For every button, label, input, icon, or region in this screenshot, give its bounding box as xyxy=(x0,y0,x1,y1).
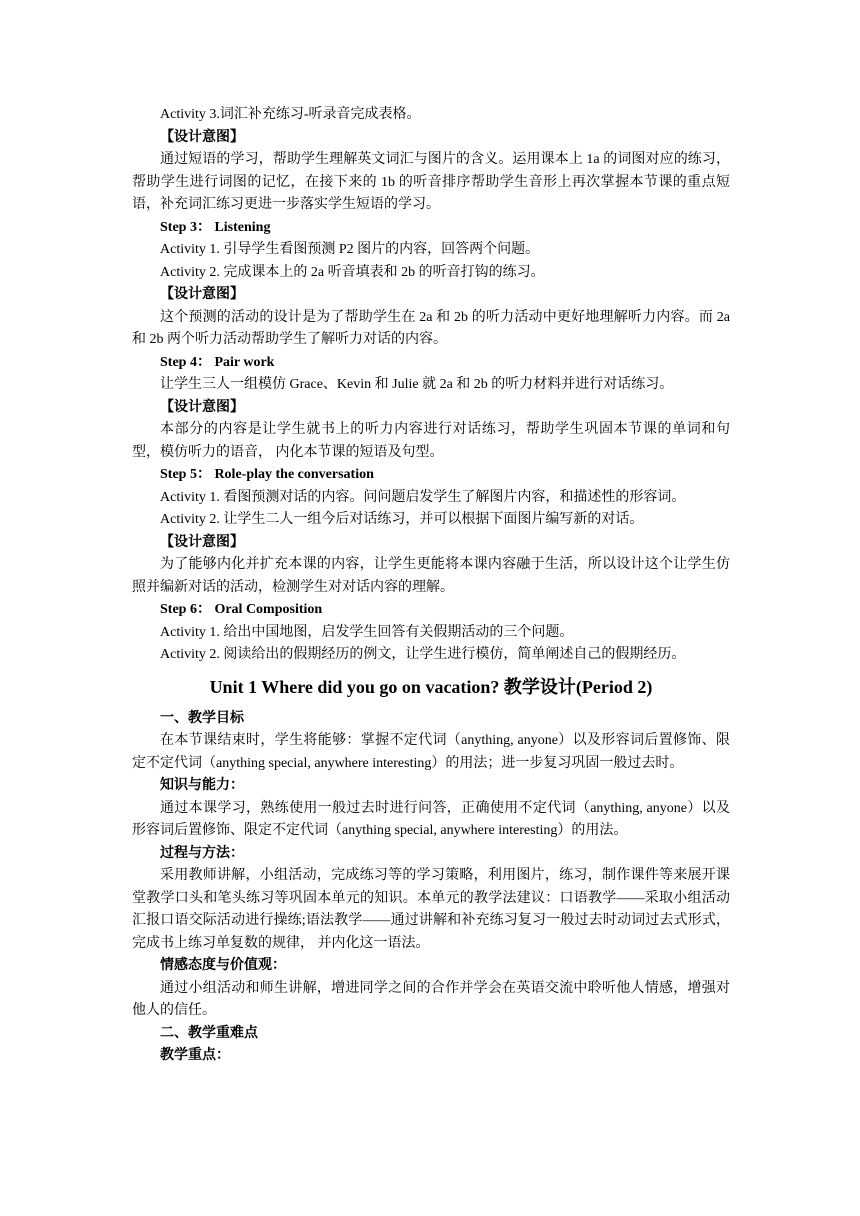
step-6-activity-1: Activity 1. 给出中国地图，启发学生回答有关假期活动的三个问题。 xyxy=(160,624,574,640)
knowledge-paragraph: 通过本课学习，熟练使用一般过去时进行问答，正确使用不定代词（anything, anyone）以及形容词后置修饰、限定不定代词（anything special, anywhere interesting）的用法。 xyxy=(132,800,730,838)
goals-paragraph: 在本节课结束时，学生将能够：掌握不定代词（anything, anyone）以及形容词后置修饰、限定不定代词（anything special, anywhere interesting）的用法；进一步复习巩固一般过去时。 xyxy=(132,733,730,771)
key-points-heading: 二、教学重难点 xyxy=(160,1025,258,1041)
step-3-heading: Step 3： Listening xyxy=(160,219,271,235)
design-intent-heading: 【设计意图】 xyxy=(160,287,244,302)
emotion-heading: 情感态度与价值观： xyxy=(160,958,286,973)
step-4-heading: Step 4： Pair work xyxy=(160,354,275,370)
unit-title: Unit 1 Where did you go on vacation? 教学设计(Period 2) xyxy=(209,676,653,697)
step-3-activity-2: Activity 2. 完成课本上的 2a 听音填表和 2b 的听音打钩的练习。 xyxy=(160,264,545,280)
process-paragraph: 采用教师讲解，小组活动，完成练习等的学习策略，利用图片，练习，制作课件等来展开课堂教学口头和笔头练习等巩固本单元的知识。本单元的教学法建议：口语教学——采取小组活动汇报口语交际活动进行操练;语法教学——通过讲解和补充练习复习一般过去时动词过去式形式，完成书上练习单复数的规律， 并内化这一语法。 xyxy=(132,868,730,951)
design-intent-paragraph: 为了能够内化并扩充本课的内容，让学生更能将本课内容融于生活，所以设计这个让学生仿照并编新对话的活动，检测学生对对话内容的理解。 xyxy=(132,557,730,595)
step-6-heading: Step 6： Oral Composition xyxy=(160,602,323,617)
step-5-heading: Step 5： Role-play the conversation xyxy=(160,467,374,482)
design-intent-heading: 【设计意图】 xyxy=(160,129,244,145)
process-heading: 过程与方法： xyxy=(160,845,244,861)
knowledge-heading: 知识与能力： xyxy=(160,778,244,793)
step-3-activity-1: Activity 1. 引导学生看图预测 P2 图片的内容，回答两个问题。 xyxy=(160,242,540,257)
goals-heading: 一、教学目标 xyxy=(160,710,244,726)
design-intent-paragraph: 本部分的内容是让学生就书上的听力内容进行对话练习，帮助学生巩固本节课的单词和句型，模仿听力的语音， 内化本节课的短语及句型。 xyxy=(132,422,730,460)
design-intent-heading: 【设计意图】 xyxy=(160,534,244,550)
design-intent-heading: 【设计意图】 xyxy=(160,399,244,415)
step-5-activity-1: Activity 1. 看图预测对话的内容。问问题启发学生了解图片内容，和描述性的形容词。 xyxy=(160,489,686,505)
design-intent-paragraph: 通过短语的学习，帮助学生理解英文词汇与图片的含义。运用课本上 1a 的词图对应的练习，帮助学生进行词图的记忆，在接下来的 1b 的听音排序帮助学生音形上再次掌握本节课的重点短语，补充词汇练习更进一步落实学生短语的学习。 xyxy=(132,152,730,212)
document-body xyxy=(132,104,730,1068)
design-intent-paragraph: 这个预测的活动的设计是为了帮助学生在 2a 和 2b 的听力活动中更好地理解听力内容。而 2a 和 2b 两个听力活动帮助学生了解听力对话的内容。 xyxy=(132,309,730,347)
teaching-focus-heading: 教学重点： xyxy=(160,1048,230,1063)
emotion-paragraph: 通过小组活动和师生讲解，增进同学之间的合作并学会在英语交流中聆听他人情感，增强对他人的信任。 xyxy=(132,980,730,1018)
step-6-activity-2: Activity 2. 阅读给出的假期经历的例文，让学生进行模仿，简单阐述自己的假期经历。 xyxy=(160,647,686,662)
activity-3-text: Activity 3.词汇补充练习-听录音完成表格。 xyxy=(160,107,421,122)
step-5-activity-2: Activity 2. 让学生二人一组今后对话练习，并可以根据下面图片编写新的对话。 xyxy=(160,512,644,527)
step-4-text: 让学生三人一组模仿 Grace、Kevin 和 Julie 就 2a 和 2b 的听力材料并进行对话练习。 xyxy=(160,377,674,392)
